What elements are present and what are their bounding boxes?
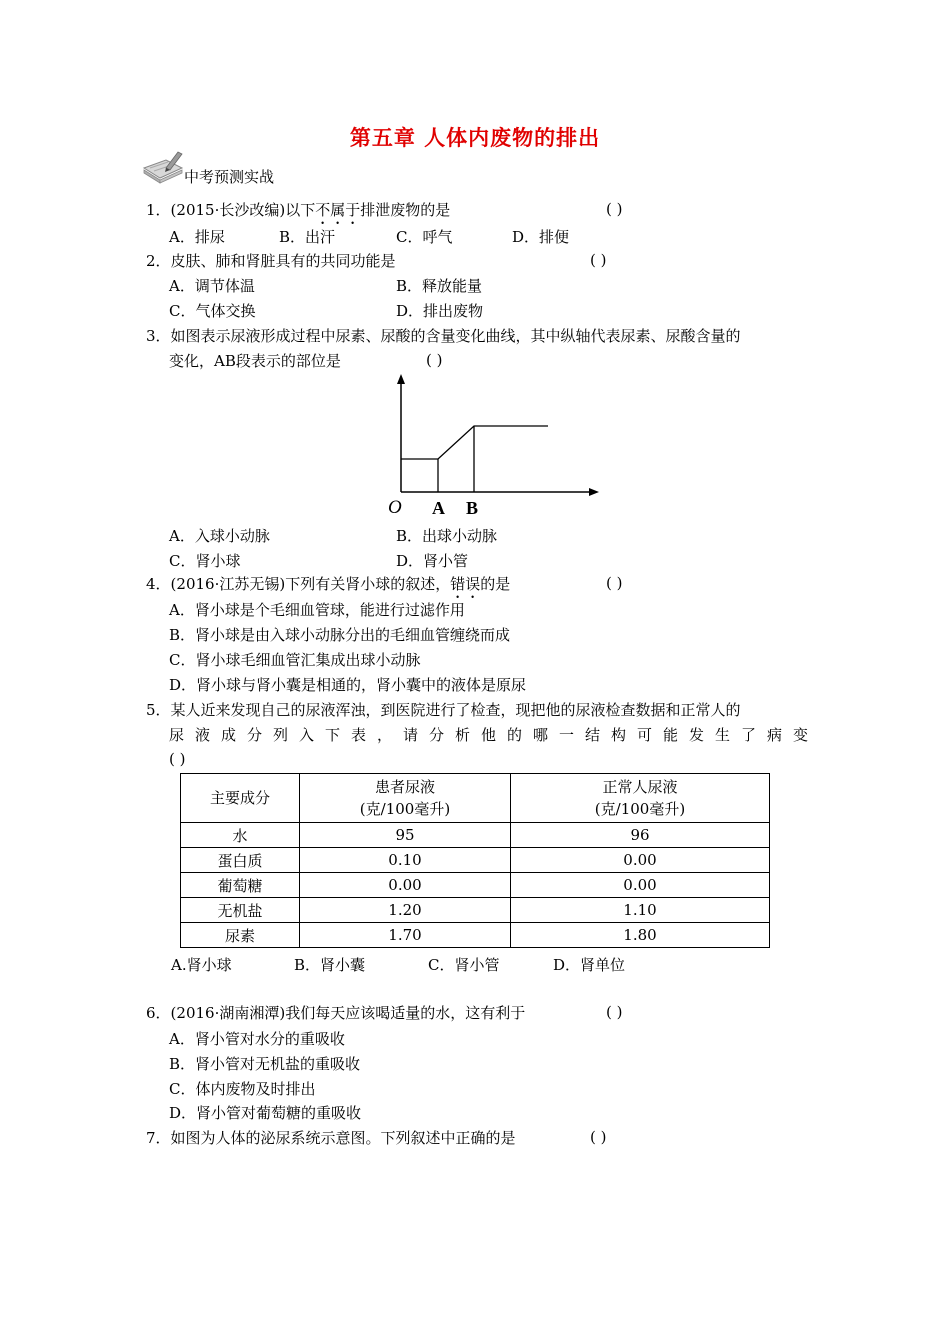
table-header-patient-unit: (克/100毫升): [359, 800, 451, 818]
question-2: 2．皮肤、肺和肾脏具有的共同功能是: [146, 252, 396, 270]
option-4d: D．肾小球与肾小囊是相通的，肾小囊中的液体是原尿: [169, 676, 527, 694]
option-3d: D．肾小管: [396, 552, 469, 570]
option-6d: D．肾小管对葡萄糖的重吸收: [169, 1104, 362, 1122]
question-3-line1: 3．如图表示尿液形成过程中尿素、尿酸的含量变化曲线，其中纵轴代表尿素、尿酸含量的: [146, 327, 741, 345]
question-1-pre: 1．(2015·长沙改编)以下: [146, 201, 316, 219]
question-4-pre: 4．(2016·江苏无锡)下列有关肾小球的叙述，: [146, 575, 451, 593]
table-cell: 葡萄糖: [181, 873, 300, 898]
table-cell: 1.70: [300, 923, 511, 948]
origin-label: O: [388, 497, 402, 518]
option-4b: B．肾小球是由入球小动脉分出的毛细血管缠绕而成: [169, 626, 511, 644]
answer-blank-7: ( ): [590, 1128, 607, 1146]
question-5-line1: 5．某人近来发现自己的尿液浑浊，到医院进行了检查，现把他的尿液检查数据和正常人的: [146, 701, 741, 719]
question-1-emphasis: 不属于: [315, 201, 361, 219]
point-b-label: B: [466, 498, 479, 518]
option-3a: A．入球小动脉: [169, 527, 270, 545]
option-5a: A.肾小球: [171, 956, 232, 974]
table-cell: 无机盐: [181, 898, 300, 923]
question-5-line2: 尿液成分列入下表，请分析他的哪一结构可能发生了病变: [169, 726, 820, 744]
option-5b: B．肾小囊: [294, 956, 366, 974]
table-header-row: [181, 774, 770, 823]
option-2c: C．气体交换: [169, 302, 256, 320]
option-1d: D．排便: [512, 228, 570, 246]
option-1c: C．呼气: [396, 228, 453, 246]
answer-blank-6: ( ): [606, 1003, 623, 1021]
y-axis-arrow: [397, 374, 405, 384]
table-row: [181, 848, 770, 873]
option-4c: C．肾小球毛细血管汇集成出球小动脉: [169, 651, 421, 669]
table-cell: 0.00: [511, 848, 770, 873]
page-title: 第五章 人体内废物的排出: [349, 126, 601, 150]
table-header-normal-unit: (克/100毫升): [594, 800, 686, 818]
table-header-normal-title: 正常人尿液: [602, 778, 678, 796]
option-6c: C．体内废物及时排出: [169, 1080, 316, 1098]
table-row: [181, 823, 770, 848]
answer-blank-5: ( ): [169, 750, 186, 768]
table-header-normal: [511, 774, 770, 823]
table-cell: 水: [181, 823, 300, 848]
option-5d: D．肾单位: [553, 956, 626, 974]
table-cell: 1.80: [511, 923, 770, 948]
x-axis-arrow: [589, 488, 599, 496]
table-cell: 0.10: [300, 848, 511, 873]
question-4-post: 的是: [480, 575, 511, 593]
table-cell: 95: [300, 823, 511, 848]
option-1b: B．出汗: [279, 228, 336, 246]
answer-blank-1: ( ): [606, 200, 623, 218]
answer-blank-3: ( ): [426, 351, 443, 369]
answer-blank-2: ( ): [590, 251, 607, 269]
section-title: 中考预测实战: [184, 168, 275, 186]
table-row: [181, 923, 770, 948]
option-3b: B．出球小动脉: [396, 527, 498, 545]
question-4: [146, 574, 510, 602]
table-row: [181, 898, 770, 923]
table-cell: 1.20: [300, 898, 511, 923]
option-1a: A．排尿: [169, 228, 225, 246]
option-6a: A．肾小管对水分的重吸收: [169, 1030, 345, 1048]
table-cell: 蛋白质: [181, 848, 300, 873]
notebook-pencil-icon: [142, 148, 184, 184]
option-5c: C．肾小管: [428, 956, 500, 974]
table-cell: 尿素: [181, 923, 300, 948]
point-a-label: A: [432, 498, 445, 518]
question-7: 7．如图为人体的泌尿系统示意图。下列叙述中正确的是: [146, 1129, 516, 1147]
table-cell: 0.00: [511, 873, 770, 898]
urine-composition-table: [180, 773, 770, 948]
option-2a: A．调节体温: [169, 277, 255, 295]
question-4-emphasis: 错误: [450, 575, 481, 593]
table-header-patient: [300, 774, 511, 823]
question-1-post: 排泄废物的是: [360, 201, 451, 219]
question-6: 6．(2016·湖南湘潭)我们每天应该喝适量的水，这有利于: [146, 1004, 526, 1022]
urea-concentration-graph: [380, 372, 610, 522]
option-3c: C．肾小球: [169, 552, 241, 570]
question-1: [146, 200, 450, 228]
table-header-component: 主要成分: [181, 774, 300, 823]
table-cell: 0.00: [300, 873, 511, 898]
option-2b: B．释放能量: [396, 277, 483, 295]
answer-blank-4: ( ): [606, 574, 623, 592]
table-header-patient-title: 患者尿液: [374, 778, 435, 796]
table-cell: 1.10: [511, 898, 770, 923]
table-cell: 96: [511, 823, 770, 848]
table-row: [181, 873, 770, 898]
option-6b: B．肾小管对无机盐的重吸收: [169, 1055, 361, 1073]
option-2d: D．排出废物: [396, 302, 484, 320]
question-3-line2: 变化，AB段表示的部位是: [169, 352, 341, 370]
option-4a: A．肾小球是个毛细血管球，能进行过滤作用: [169, 601, 465, 619]
